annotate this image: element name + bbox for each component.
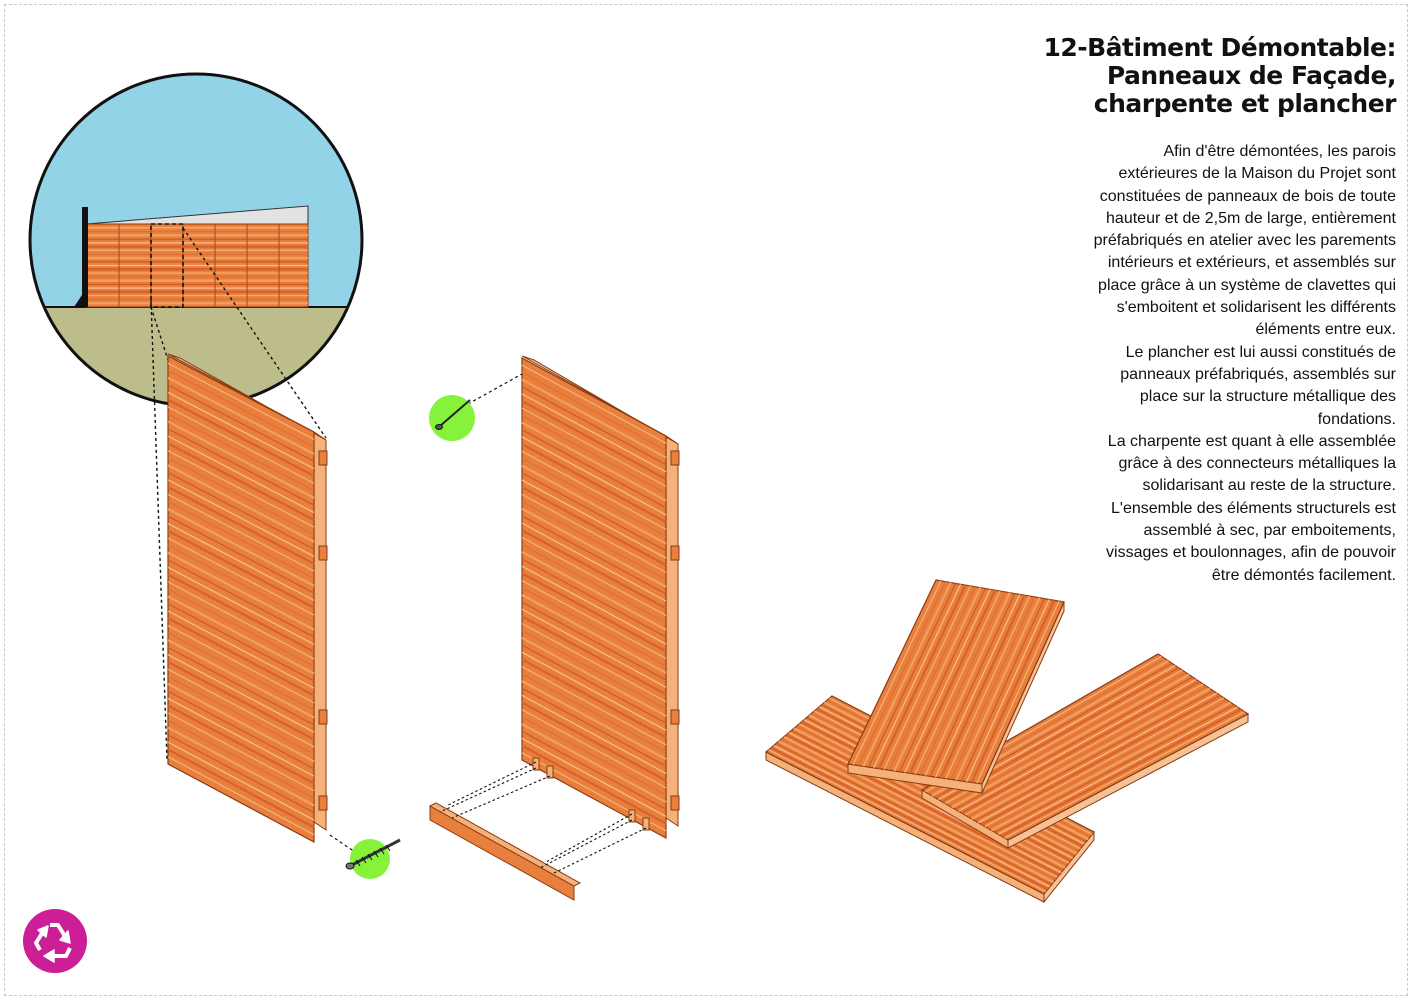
- text-line: préfabriqués en atelier avec les parements: [1093, 232, 1396, 250]
- title-line: charpente et plancher: [1093, 89, 1396, 118]
- text-line: Afin d'être démontées, les parois: [1163, 143, 1396, 160]
- text-line: place grâce à un système de clavettes qui: [1098, 276, 1396, 294]
- text-line: extérieures de la Maison du Projet sont: [1118, 165, 1396, 183]
- text-line: grâce à des connecteurs métalliques la: [1118, 455, 1396, 473]
- text-line: solidarisant au reste de la structure.: [1142, 477, 1396, 495]
- text-line: La charpente est quant à elle assemblée: [1107, 432, 1396, 450]
- text-line: s'emboitent et solidarisent les différents: [1116, 299, 1396, 317]
- floor-panels: [766, 580, 1248, 902]
- text-line: panneaux préfabriqués, assemblés sur: [1120, 365, 1396, 383]
- text-line: vissages et boulonnages, afin de pouvoir: [1106, 544, 1396, 562]
- text-line: intérieurs et extérieurs, et assemblés sur: [1107, 254, 1396, 272]
- text-line: hauteur et de 2,5m de large, entièrement: [1106, 209, 1396, 227]
- title-line: Panneaux de Façade,: [1106, 61, 1396, 90]
- text-line: constituées de panneaux de bois de toute: [1099, 187, 1396, 205]
- text-line: être démontés facilement.: [1211, 566, 1396, 584]
- title-line: 12-Bâtiment Démontable:: [1043, 33, 1396, 62]
- text-line: fondations.: [1317, 410, 1396, 428]
- screw-icon: [330, 835, 400, 879]
- text-line: place sur la structure métallique des: [1139, 388, 1396, 406]
- nail-icon: [429, 374, 522, 441]
- text-line: assemblé à sec, par emboitements,: [1143, 522, 1396, 540]
- text-line: Le plancher est lui aussi constitués de: [1125, 343, 1396, 361]
- text-line: éléments entre eux.: [1255, 321, 1396, 339]
- inset-elevation-view: [28, 72, 368, 417]
- facade-panel-left: [168, 354, 327, 842]
- recycle-badge: [23, 909, 87, 973]
- facade-panel-center: [522, 356, 679, 838]
- text-line: L'ensemble des éléments structurels est: [1111, 499, 1396, 517]
